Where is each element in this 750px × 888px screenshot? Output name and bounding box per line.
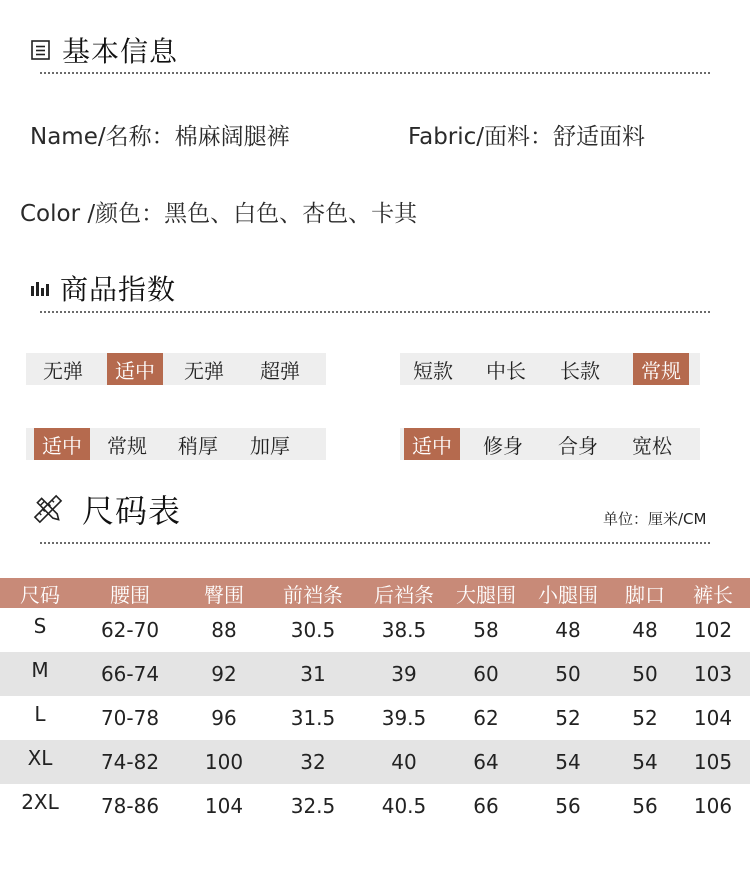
cell-front-rise: 31 bbox=[268, 652, 358, 696]
option-thick: 加厚 bbox=[250, 433, 290, 458]
ruler-pencil-cross-icon bbox=[32, 493, 64, 525]
cell-back-rise: 40 bbox=[358, 740, 450, 784]
header-length: 裤长 bbox=[676, 578, 750, 608]
cell-waist: 62-70 bbox=[100, 618, 160, 642]
cell-calf: 50 bbox=[522, 652, 614, 696]
cell-length: 106 bbox=[693, 794, 733, 818]
product-index-title: 商品指数 bbox=[60, 273, 177, 306]
option-moderate-thickness-selected: 适中 bbox=[34, 428, 90, 460]
product-name: Name/名称：棉麻阔腿裤 bbox=[30, 124, 290, 150]
option-moderate-fit-selected: 适中 bbox=[404, 428, 460, 460]
cell-hip: 96 bbox=[211, 706, 237, 730]
table-row bbox=[0, 740, 750, 784]
thickness-options bbox=[26, 428, 326, 460]
basic-info-heading bbox=[30, 30, 178, 70]
option-regular-thickness: 常规 bbox=[107, 433, 147, 458]
cell-length: 105 bbox=[676, 740, 750, 784]
option-long: 长款 bbox=[560, 358, 600, 383]
product-colors: Color /颜色：黑色、白色、杏色、卡其 bbox=[20, 201, 418, 227]
cell-thigh: 64 bbox=[450, 740, 522, 784]
option-super-stretch: 超弹 bbox=[260, 358, 300, 383]
option-slightly-thick: 稍厚 bbox=[178, 433, 218, 458]
cell-calf: 52 bbox=[555, 706, 581, 730]
cell-size: S bbox=[33, 614, 47, 638]
header-size: 尺码 bbox=[0, 578, 80, 608]
cell-length: 104 bbox=[693, 706, 733, 730]
option-no-stretch-2: 无弹 bbox=[184, 358, 224, 383]
cell-front-rise: 30.5 bbox=[290, 618, 336, 642]
cell-length: 102 bbox=[693, 618, 733, 642]
cell-back-rise: 40.5 bbox=[381, 794, 427, 818]
cell-back-rise: 39.5 bbox=[381, 706, 427, 730]
cell-waist: 66-74 bbox=[80, 652, 180, 696]
cell-leg-opening: 54 bbox=[614, 740, 676, 784]
size-chart-divider bbox=[40, 542, 710, 544]
header-leg-opening: 脚口 bbox=[614, 578, 676, 608]
cell-calf: 48 bbox=[555, 618, 581, 642]
table-row bbox=[0, 784, 750, 828]
cell-hip: 100 bbox=[180, 740, 268, 784]
table-row bbox=[0, 696, 750, 740]
option-moderate-selected: 适中 bbox=[107, 353, 163, 385]
cell-back-rise: 38.5 bbox=[381, 618, 427, 642]
table-row bbox=[0, 652, 750, 696]
table-row bbox=[0, 608, 750, 652]
cell-front-rise: 31.5 bbox=[290, 706, 336, 730]
header-back-rise: 后裆条 bbox=[358, 578, 450, 608]
size-chart-heading bbox=[32, 486, 181, 532]
cell-waist: 78-86 bbox=[100, 794, 160, 818]
bar-chart-icon bbox=[30, 279, 50, 297]
option-short: 短款 bbox=[413, 358, 453, 383]
header-hip: 臀围 bbox=[180, 578, 268, 608]
product-index-heading bbox=[30, 268, 176, 308]
length-options bbox=[400, 353, 700, 385]
cell-thigh: 62 bbox=[473, 706, 499, 730]
option-slim: 修身 bbox=[483, 433, 523, 458]
header-thigh: 大腿围 bbox=[450, 578, 522, 608]
cell-size: XL bbox=[0, 740, 80, 784]
table-header-row bbox=[0, 578, 750, 608]
cell-size: L bbox=[34, 702, 46, 726]
cell-size: 2XL bbox=[21, 790, 59, 814]
cell-leg-opening: 48 bbox=[632, 618, 658, 642]
size-chart-title: 尺码表 bbox=[82, 492, 182, 530]
basic-info-divider bbox=[40, 72, 710, 74]
size-table bbox=[0, 578, 750, 828]
fit-options bbox=[400, 428, 700, 460]
cell-leg-opening: 52 bbox=[632, 706, 658, 730]
option-no-stretch: 无弹 bbox=[43, 358, 83, 383]
cell-leg-opening: 50 bbox=[614, 652, 676, 696]
document-list-icon bbox=[30, 39, 52, 61]
cell-size: M bbox=[0, 652, 80, 696]
option-fitted: 合身 bbox=[558, 433, 598, 458]
cell-hip: 88 bbox=[211, 618, 237, 642]
unit-label: 单位：厘米/CM bbox=[603, 510, 707, 528]
cell-calf: 54 bbox=[522, 740, 614, 784]
cell-thigh: 58 bbox=[473, 618, 499, 642]
cell-leg-opening: 56 bbox=[632, 794, 658, 818]
product-index-divider bbox=[40, 311, 710, 313]
option-regular-selected: 常规 bbox=[633, 353, 689, 385]
option-loose: 宽松 bbox=[632, 433, 672, 458]
cell-hip: 104 bbox=[204, 794, 244, 818]
product-fabric: Fabric/面料：舒适面料 bbox=[408, 124, 646, 150]
header-waist: 腰围 bbox=[80, 578, 180, 608]
cell-thigh: 60 bbox=[450, 652, 522, 696]
elasticity-options bbox=[26, 353, 326, 385]
cell-calf: 56 bbox=[555, 794, 581, 818]
cell-front-rise: 32.5 bbox=[290, 794, 336, 818]
header-front-rise: 前裆条 bbox=[268, 578, 358, 608]
cell-waist: 70-78 bbox=[100, 706, 160, 730]
cell-hip: 92 bbox=[180, 652, 268, 696]
cell-thigh: 66 bbox=[473, 794, 499, 818]
header-calf: 小腿围 bbox=[522, 578, 614, 608]
cell-front-rise: 32 bbox=[268, 740, 358, 784]
cell-waist: 74-82 bbox=[80, 740, 180, 784]
option-mid-length: 中长 bbox=[486, 358, 526, 383]
cell-length: 103 bbox=[676, 652, 750, 696]
cell-back-rise: 39 bbox=[358, 652, 450, 696]
basic-info-title: 基本信息 bbox=[62, 35, 179, 68]
